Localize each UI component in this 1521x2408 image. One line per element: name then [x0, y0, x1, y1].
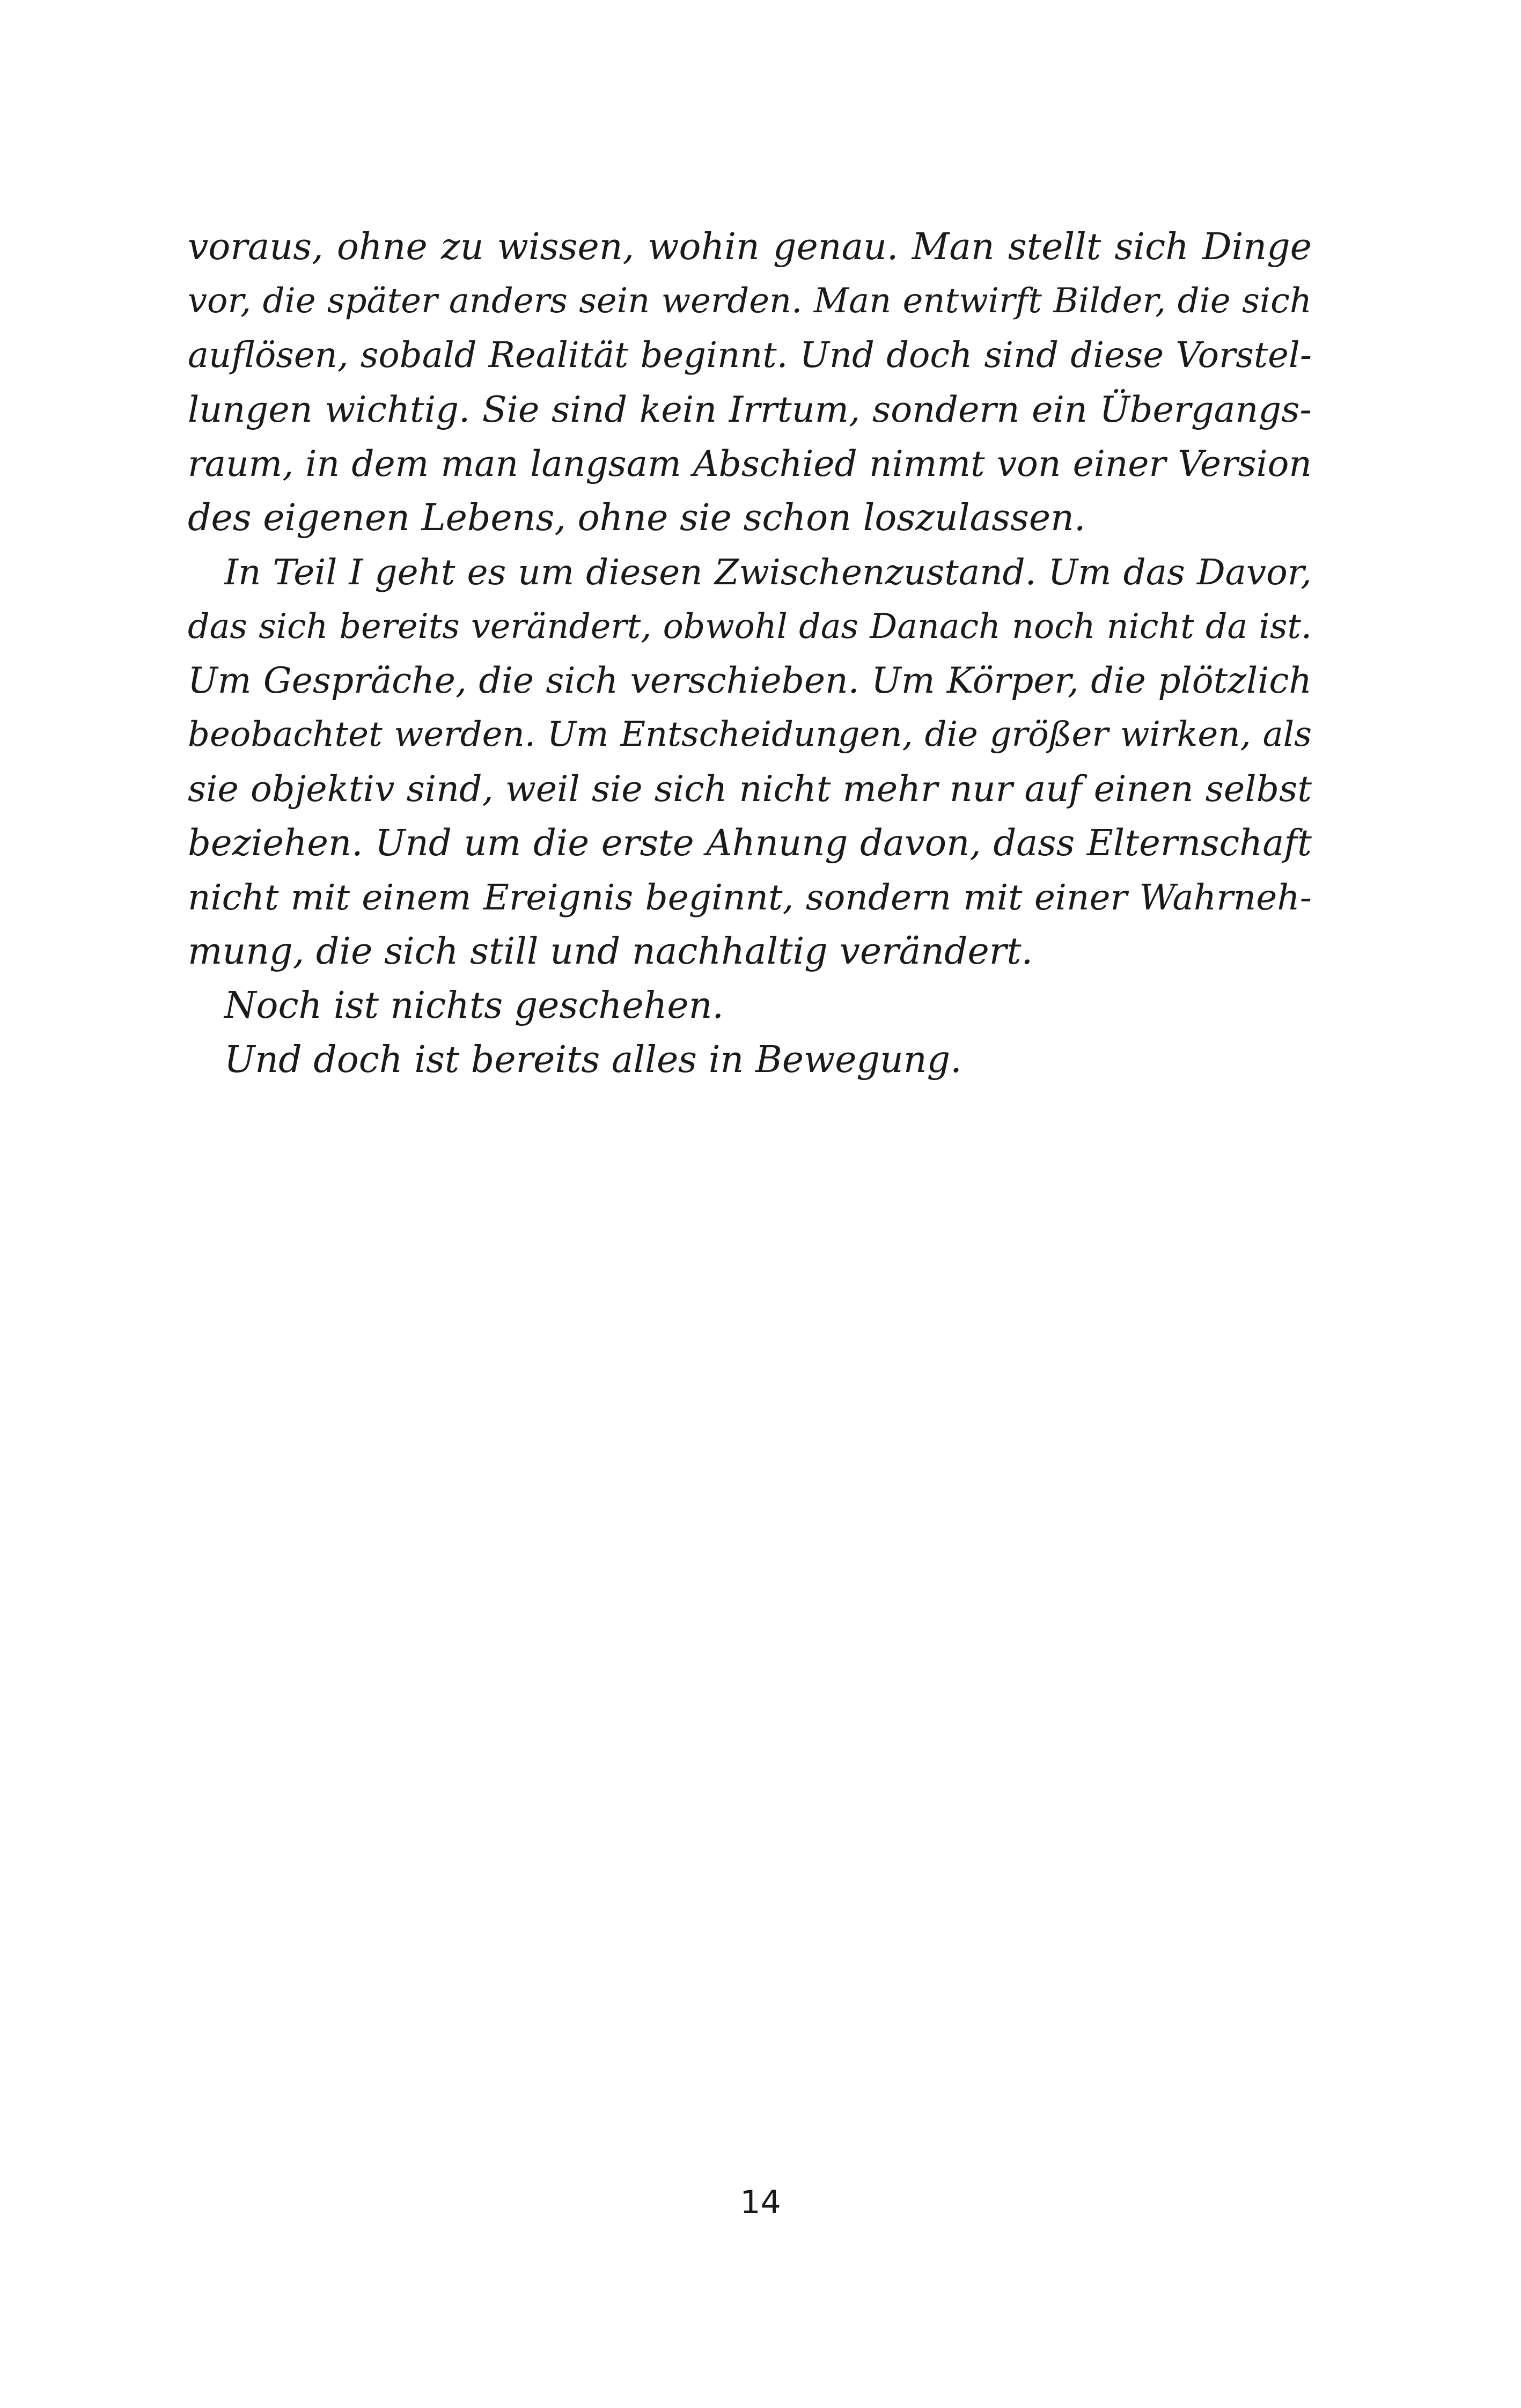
text-line: nicht mit einem Ereignis beginnt, sondern mit einer Wahrneh- — [188, 877, 1312, 918]
text-line: das sich bereits verändert, obwohl das Danach noch nicht da ist. — [188, 606, 1312, 646]
page-number: 14 — [740, 2184, 781, 2221]
text-line: mung, die sich still und nachhaltig verändert. — [188, 930, 1033, 973]
text-line: raum, in dem man langsam Abschied nimmt von einer Version — [188, 443, 1312, 484]
text-line: voraus, ohne zu wissen, wohin genau. Man stellt sich Dinge — [188, 226, 1312, 268]
text-line: Um Gespräche, die sich verschieben. Um Körper, die plötzlich — [188, 660, 1312, 701]
text-line: Und doch ist bereits alles in Bewegung. — [224, 1039, 962, 1081]
text-line: In Teil I geht es um diesen Zwischenzustand. Um das Davor, — [224, 552, 1312, 593]
text-line: vor, die später anders sein werden. Man entwirft Bilder, die sich — [188, 281, 1312, 321]
text-line: auflösen, sobald Realität beginnt. Und doch sind diese Vorstel- — [188, 335, 1312, 376]
body-text — [188, 220, 1312, 1087]
text-line: lungen wichtig. Sie sind kein Irrtum, sondern ein Übergangs- — [188, 388, 1312, 430]
text-line: Noch ist nichts geschehen. — [224, 985, 724, 1027]
text-line: beobachtet werden. Um Entscheidungen, die größer wirken, als — [188, 715, 1312, 754]
text-line: beziehen. Und um die erste Ahnung davon, dass Elternschaft — [188, 822, 1312, 864]
text-line: sie objektiv sind, weil sie sich nicht mehr nur auf einen selbst — [188, 768, 1312, 810]
text-line: des eigenen Lebens, ohne sie schon loszulassen. — [188, 497, 1086, 539]
